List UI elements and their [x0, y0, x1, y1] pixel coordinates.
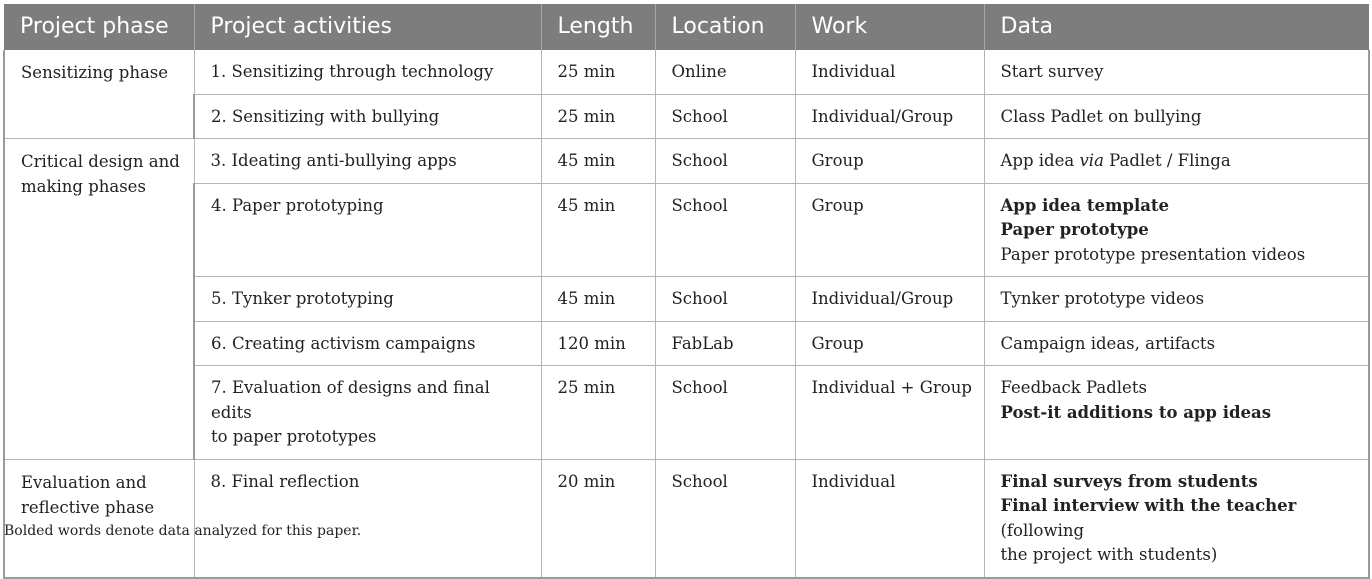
location-cell: School [655, 183, 795, 277]
table-row [4, 183, 1369, 277]
table-row [4, 321, 1369, 366]
length-cell: 45 min [541, 277, 655, 322]
table-footnote: Bolded words denote data analyzed for this paper. [4, 523, 362, 539]
activity-cell [194, 366, 541, 460]
activity-cell: 4. Paper prototyping [194, 183, 541, 277]
phase-cell-evaluation [4, 459, 194, 578]
location-cell: School [655, 366, 795, 460]
data-bold-line: Paper prototype [1000, 220, 1149, 239]
location-cell: School [655, 277, 795, 322]
table-row [4, 50, 1369, 94]
data-bold-line: Final surveys from students [1000, 471, 1258, 491]
data-cell [984, 459, 1369, 578]
work-cell: Group [795, 139, 984, 184]
length-cell: 25 min [541, 50, 655, 94]
work-cell: Group [795, 183, 984, 277]
activity-cell: 5. Tynker prototyping [194, 277, 541, 322]
location-cell: School [655, 139, 795, 184]
header-work: Work [795, 4, 984, 50]
location-cell: School [655, 94, 795, 139]
data-italic-text: via [1079, 151, 1104, 170]
activity-line: 7. Evaluation of designs and final edits [211, 378, 490, 422]
table-row [4, 459, 1369, 578]
data-line [1001, 494, 1361, 543]
work-cell: Group [795, 321, 984, 366]
header-data: Data [984, 4, 1369, 50]
data-cell [984, 139, 1369, 184]
length-cell: 20 min [541, 459, 655, 578]
length-cell: 45 min [541, 139, 655, 184]
table-row [4, 277, 1369, 322]
phase-cell-sensitizing: Sensitizing phase [4, 50, 194, 139]
data-line: the project with students) [1000, 545, 1218, 564]
work-cell: Individual/Group [795, 277, 984, 322]
location-cell: School [655, 459, 795, 578]
phase-line: Evaluation and [21, 472, 147, 492]
work-cell: Individual/Group [795, 94, 984, 139]
header-project-activities: Project activities [194, 4, 541, 50]
phase-line: Critical design and [21, 152, 180, 171]
activity-line: to paper prototypes [211, 427, 377, 446]
activity-cell: 2. Sensitizing with bullying [194, 94, 541, 139]
data-cell: Start survey [984, 50, 1369, 94]
table-row [4, 366, 1369, 460]
header-location: Location [655, 4, 795, 50]
table-row [4, 94, 1369, 139]
work-cell: Individual [795, 50, 984, 94]
length-cell: 25 min [541, 94, 655, 139]
length-cell: 120 min [541, 321, 655, 366]
data-text: Padlet / Flinga [1103, 151, 1231, 170]
length-cell: 25 min [541, 366, 655, 460]
activity-cell: 8. Final reflection [194, 459, 541, 578]
data-cell [984, 366, 1369, 460]
data-line: Feedback Padlets [1000, 378, 1147, 397]
activity-cell: 6. Creating activism campaigns [194, 321, 541, 366]
data-cell [984, 183, 1369, 277]
data-text: (following [1000, 520, 1085, 540]
phase-cell-critical-design [4, 139, 194, 460]
activity-cell: 3. Ideating anti-bullying apps [194, 139, 541, 184]
data-line: Paper prototype presentation videos [1000, 244, 1306, 264]
activity-cell: 1. Sensitizing through technology [194, 50, 541, 94]
data-text: App idea [1000, 151, 1080, 170]
phase-line: making phases [21, 177, 146, 196]
location-cell: Online [655, 50, 795, 94]
data-bold-line: App idea template [1000, 195, 1170, 215]
header-length: Length [541, 4, 655, 50]
work-cell: Individual [795, 459, 984, 578]
data-bold-line: Post-it additions to app ideas [1000, 402, 1271, 422]
location-cell: FabLab [655, 321, 795, 366]
data-cell: Class Padlet on bullying [984, 94, 1369, 139]
length-cell: 45 min [541, 183, 655, 277]
table-header-row [4, 4, 1369, 50]
work-cell: Individual + Group [795, 366, 984, 460]
data-cell: Campaign ideas, artifacts [984, 321, 1369, 366]
data-bold-text: Final interview with the teacher [1000, 496, 1297, 515]
header-project-phase: Project phase [4, 4, 194, 50]
phase-line: reflective phase [21, 497, 155, 517]
project-phases-table [3, 4, 1370, 579]
data-cell: Tynker prototype videos [984, 277, 1369, 322]
table-row [4, 139, 1369, 184]
